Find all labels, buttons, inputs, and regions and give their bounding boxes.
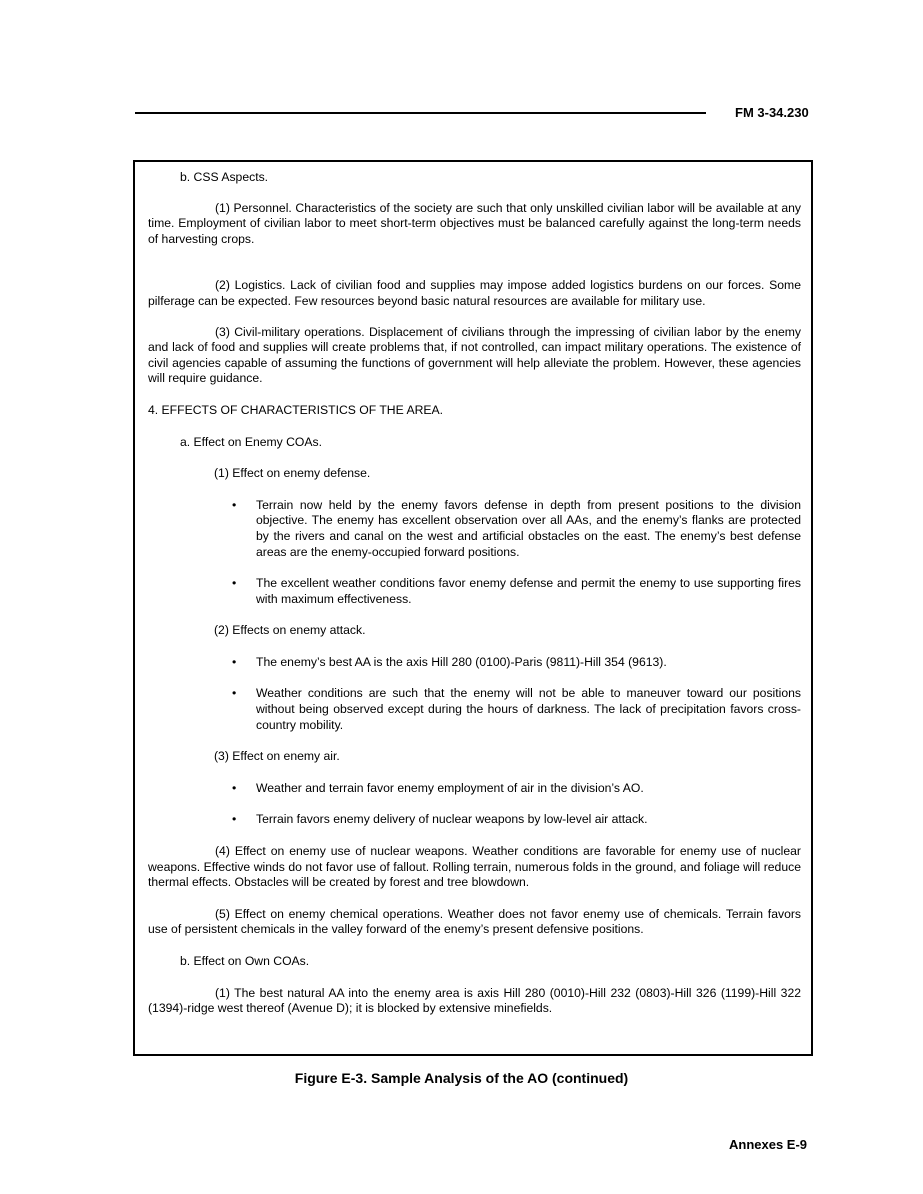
- bullet-glyph: •: [232, 576, 237, 591]
- own-coas-heading: b. Effect on Own COAs.: [180, 954, 310, 968]
- bullet-text: The excellent weather conditions favor enemy defense and permit the enemy to use supporting fires with maximum effectiveness.: [256, 576, 801, 606]
- figure-caption: Figure E-3. Sample Analysis of the AO (continued): [294, 1070, 629, 1086]
- enemy-coas-heading: a. Effect on Enemy COAs.: [180, 434, 323, 449]
- enemy-nuclear-paragraph: (4) Effect on enemy use of nuclear weapons. Weather conditions are favorable for enemy use of nuclear weapons. Effective winds do not favor use of fallout. Rolling terrain, numerous folds in the ground, and foliage will reduce thermal effects. Obstacles will be created by forest and tree blowdown.: [148, 844, 801, 890]
- document-code: FM 3-34.230: [735, 105, 809, 120]
- css-personnel-paragraph: (1) Personnel. Characteristics of the society are such that only unskilled civilian labor will be available at any time. Employment of civilian labor to meet short-term objectives must be balanced carefully against the long-term needs of harvesting crops.: [148, 200, 801, 246]
- bullet-item: [148, 655, 801, 671]
- bullet-text: Weather conditions are such that the enemy will not be able to maneuver toward our positions without being observed except during the hours of darkness. The lack of precipitation favors cross-country mobility.: [256, 686, 801, 732]
- bullet-glyph: •: [232, 780, 237, 795]
- bullet-glyph: •: [232, 686, 237, 701]
- bullet-glyph: •: [232, 654, 237, 669]
- figure-frame: [133, 160, 813, 1056]
- own-best-aa-paragraph: (1) The best natural AA into the enemy area is axis Hill 280 (0010)-Hill 232 (0803)-Hill 326 (1199)-Hill 322 (1394)-ridge west thereof (Avenue D); it is blocked by extensive minefields.: [148, 985, 801, 1016]
- bullet-item: [148, 781, 801, 797]
- bullet-item: [148, 812, 801, 828]
- enemy-air-heading: (3) Effect on enemy air.: [214, 749, 340, 764]
- bullet-text: Terrain favors enemy delivery of nuclear weapons by low-level air attack.: [256, 812, 648, 827]
- figure-content: [148, 170, 801, 1017]
- bullet-text: Terrain now held by the enemy favors defense in depth from present positions to the division objective. The enemy has excellent observation over all AAs, and the enemy’s flanks are protected by the rivers and canal on the west and artificial obstacles on the east. The enemy’s best defense areas are the enemy-occupied forward positions.: [256, 497, 801, 559]
- css-aspects-heading: b. CSS Aspects.: [180, 170, 269, 184]
- bullet-item: [148, 686, 801, 733]
- header-rule: [135, 112, 706, 114]
- bullet-item: [148, 498, 801, 560]
- bullet-glyph: •: [232, 497, 237, 512]
- css-civil-military-paragraph: (3) Civil-military operations. Displacement of civilians through the impressing of civilian labor by the enemy and lack of food and supplies will create problems that, if not controlled, can impact military operations. The existence of civil agencies capable of assuming the functions of government will help alleviate the problem. However, these agencies will require guidance.: [148, 324, 801, 386]
- page-footer: Annexes E-9: [729, 1137, 808, 1152]
- enemy-attack-heading: (2) Effects on enemy attack.: [214, 623, 366, 638]
- bullet-text: Weather and terrain favor enemy employment of air in the division’s AO.: [256, 780, 644, 795]
- enemy-defense-heading: (1) Effect on enemy defense.: [214, 466, 371, 481]
- bullet-item: [148, 576, 801, 607]
- section-4-heading: 4. EFFECTS OF CHARACTERISTICS OF THE AREA.: [148, 402, 444, 417]
- bullet-glyph: •: [232, 812, 237, 827]
- bullet-text: The enemy’s best AA is the axis Hill 280 (0100)-Paris (9811)-Hill 354 (9613).: [256, 654, 667, 669]
- enemy-chemical-paragraph: (5) Effect on enemy chemical operations. Weather does not favor enemy use of chemicals. Terrain favors use of persistent chemicals in the valley forward of the enemy’s present defensive positions.: [148, 906, 801, 937]
- css-logistics-paragraph: (2) Logistics. Lack of civilian food and supplies may impose added logistics burdens on our forces. Some pilferage can be expected. Few resources beyond basic natural resources are available for military use.: [148, 278, 801, 308]
